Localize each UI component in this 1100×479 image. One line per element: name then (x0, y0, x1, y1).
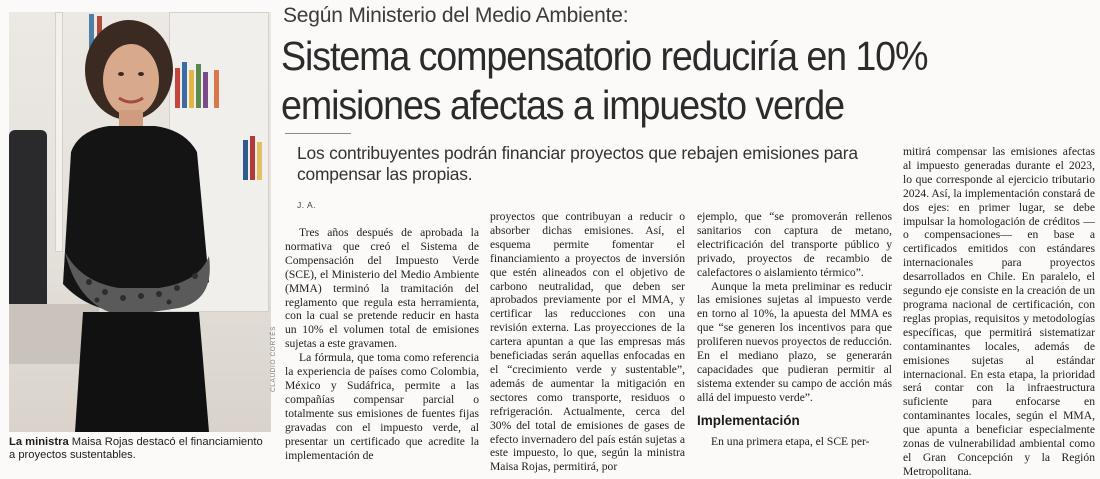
paragraph: ejemplo, que “se promoverán rellenos sanitarios con captura de metano, electrificación del transporte público y privado, proyectos de recambio de calefactores o aislamiento térmico”. (697, 210, 892, 279)
caption-lead: La ministra (9, 436, 69, 448)
headline-line-1: Sistema compensatorio reduciría en 10% (281, 33, 928, 79)
deck: Los contribuyentes podrán financiar proyectos que rebajen emisiones para compensar las propias. (297, 143, 858, 184)
photo-caption (9, 436, 271, 462)
paragraph: proyectos que contribuyan a reducir o absorber dichas emisiones. Así, el esquema permite fomentar el financiamiento a proyectos de inversión que estén alineados con el objetivo de carbono neutralidad, que deben ser aprobados previamente por el MMA, y certificar las reducciones con una revisión externa. Las proyecciones de la cartera apuntan a que las empresas más beneficiadas serán aquellas enfocadas en el “crecimiento verde y sustentable”, además de aumentar la mitigación en sectores como transporte, residuos o refrigeración. Actualmente, cerca del 30% del total de emisiones de gases de efecto invernadero del país están sujetas a este impuesto, lo que, según la ministra Maisa Rojas, permitirá, por (490, 210, 685, 474)
paragraph: Tres años después de aprobada la normativa que creó el Sistema de Compensación del Impuesto Verde (SCE), el Ministerio del Medio Ambiente (MMA) terminó la tramitación del reglamento que regula esta herramienta, con la cual se pretende reducir en hasta un 10% el volumen total de emisiones sujetas a este gravamen. (285, 226, 479, 351)
kicker: Según Ministerio del Medio Ambiente: (283, 4, 629, 27)
divider (285, 133, 351, 134)
subhead: Implementación (697, 412, 800, 428)
paragraph: En una primera etapa, el SCE per- (711, 434, 870, 448)
body-column-4 (903, 145, 1095, 478)
portrait-figure (9, 12, 271, 432)
caption-text: Maisa Rojas destacó el financiamiento a proyectos sustentables. (9, 436, 263, 461)
body-column-3 (697, 210, 892, 466)
photo-credit: CLAUDIO CORTÉS (270, 325, 277, 392)
body-column-1 (285, 226, 479, 466)
paragraph: La fórmula, que toma como referencia la experiencia de países como Colombia, México y Sudáfrica, permite a las compañías compensar parcial o totalmente sus emisiones de fuentes fijas gravadas con el impuesto verde, al presentar un certificado que acredite la implementación de (285, 351, 479, 462)
headline-line-2: emisiones afectas a impuesto verde (281, 82, 844, 128)
article-photo (9, 12, 271, 432)
paragraph: Aunque la meta preliminar es reducir las emisiones sujetas al impuesto verde en torno al 10%, la apuesta del MMA es que “se generen los incentivos para que proliferen nuevos proyectos de reducción. En el mediano plazo, se generarán capacidades que pudieran permitir al sistema extender su campo de acción más allá del impuesto verde”. (697, 279, 892, 404)
byline: J. A. (297, 200, 317, 210)
body-column-2 (490, 210, 685, 474)
paragraph: mitirá compensar las emisiones afectas al impuesto generadas durante el 2023, lo que corresponde al ejercicio tributario 2024. Así, la implementación constará de dos ejes: en primer lugar, se debe impulsar la homologación de créditos —o compensaciones— en base a certificados emitidos con estándares internacionales para proyectos desarrollados en Chile. En paralelo, el segundo eje consiste en la creación de un programa nacional de certificación, con reglas propias, requisitos y metodologías específicas, que permitirá sistematizar contaminantes locales, además de emisiones sujetas al estándar internacional. En esta etapa, la prioridad será contar con la infraestructura suficiente para enfocarse en contaminantes locales, según el MMA, que apunta a beneficiar especialmente zonas de vulnerabilidad ambiental como el Gran Concepción y la Región Metropolitana. (903, 145, 1095, 478)
headline (281, 32, 1034, 130)
